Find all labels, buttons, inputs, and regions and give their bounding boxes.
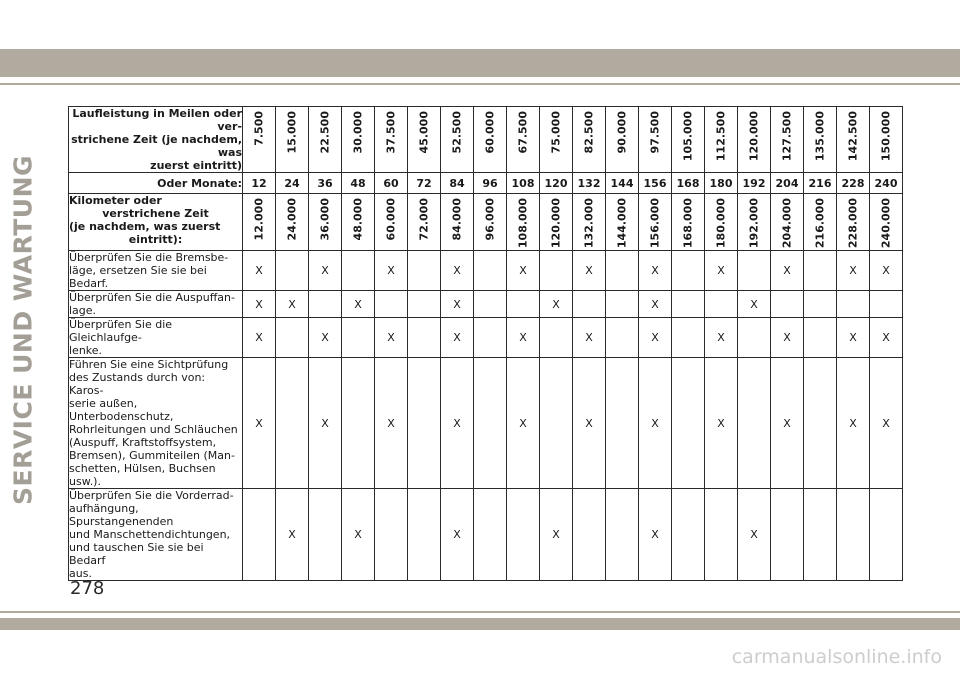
months-value: 180 — [705, 173, 738, 194]
months-value: 144 — [606, 173, 639, 194]
months-value: 156 — [639, 173, 672, 194]
km-value: 228.000 — [846, 198, 860, 249]
task-label: Überprüfen Sie die Gleichlaufge- lenke. — [69, 318, 243, 358]
service-mark — [342, 318, 375, 358]
service-mark — [507, 489, 540, 581]
service-mark: X — [639, 489, 672, 581]
km-value: 168.000 — [681, 198, 695, 249]
task-row — [69, 291, 903, 318]
months-value: 204 — [771, 173, 804, 194]
miles-interval — [342, 107, 375, 173]
months-value: 48 — [342, 173, 375, 194]
km-interval — [738, 194, 771, 251]
miles-value: 150.000 — [879, 111, 893, 162]
km-value: 36.000 — [318, 198, 332, 241]
service-mark — [474, 251, 507, 291]
service-mark: X — [738, 291, 771, 318]
service-mark — [804, 318, 837, 358]
service-mark — [738, 251, 771, 291]
miles-interval — [507, 107, 540, 173]
km-interval — [342, 194, 375, 251]
service-mark — [705, 291, 738, 318]
miles-value: 97.500 — [648, 111, 662, 154]
km-interval — [474, 194, 507, 251]
task-row — [69, 489, 903, 581]
miles-header: Laufleistung in Meilen oder ver- strichene Zeit (je nachdem, was zuerst eintritt) — [69, 107, 243, 173]
service-mark: X — [705, 358, 738, 489]
miles-value: 105.000 — [681, 111, 695, 162]
miles-interval — [375, 107, 408, 173]
km-interval — [243, 194, 276, 251]
service-mark: X — [375, 358, 408, 489]
service-mark — [738, 318, 771, 358]
service-mark: X — [441, 489, 474, 581]
section-title: SERVICE UND WARTUNG — [8, 154, 38, 506]
months-value: 168 — [672, 173, 705, 194]
service-mark — [243, 489, 276, 581]
service-mark: X — [243, 251, 276, 291]
miles-interval — [672, 107, 705, 173]
km-value: 144.000 — [615, 198, 629, 249]
service-mark — [870, 291, 903, 318]
service-mark — [573, 489, 606, 581]
miles-interval — [441, 107, 474, 173]
km-interval — [672, 194, 705, 251]
miles-interval — [474, 107, 507, 173]
service-mark: X — [441, 291, 474, 318]
service-mark — [804, 489, 837, 581]
service-mark — [672, 318, 705, 358]
service-mark: X — [573, 358, 606, 489]
km-header: Kilometer oder verstrichene Zeit (je nachdem, was zuerst eintritt): — [69, 194, 243, 251]
months-value: 192 — [738, 173, 771, 194]
km-value: 132.000 — [582, 198, 596, 249]
service-mark: X — [375, 251, 408, 291]
miles-row — [69, 107, 903, 173]
service-mark: X — [342, 291, 375, 318]
service-mark: X — [771, 251, 804, 291]
header-rule — [0, 83, 960, 85]
months-value: 96 — [474, 173, 507, 194]
maintenance-schedule-table — [68, 106, 903, 581]
service-mark — [408, 358, 441, 489]
km-value: 240.000 — [879, 198, 893, 249]
service-mark: X — [837, 318, 870, 358]
miles-value: 37.500 — [384, 111, 398, 154]
service-mark — [474, 489, 507, 581]
service-mark: X — [243, 291, 276, 318]
km-value: 96.000 — [483, 198, 497, 241]
header-band — [0, 49, 960, 77]
watermark: carmanualsonline.info — [731, 646, 942, 668]
months-value: 132 — [573, 173, 606, 194]
service-mark: X — [573, 318, 606, 358]
service-mark — [276, 318, 309, 358]
service-mark — [342, 358, 375, 489]
service-mark: X — [639, 318, 672, 358]
months-row — [69, 173, 903, 194]
service-mark — [408, 318, 441, 358]
miles-interval — [540, 107, 573, 173]
service-mark: X — [441, 251, 474, 291]
months-value: 72 — [408, 173, 441, 194]
service-mark — [606, 318, 639, 358]
service-mark — [705, 489, 738, 581]
service-mark — [309, 291, 342, 318]
service-mark: X — [837, 358, 870, 489]
miles-value: 82.500 — [582, 111, 596, 154]
service-mark: X — [507, 358, 540, 489]
service-mark — [771, 489, 804, 581]
km-interval — [606, 194, 639, 251]
service-mark — [540, 251, 573, 291]
miles-value: 127.500 — [780, 111, 794, 162]
miles-value: 60.000 — [483, 111, 497, 154]
km-interval — [573, 194, 606, 251]
service-mark — [309, 489, 342, 581]
service-mark: X — [276, 291, 309, 318]
service-mark — [606, 291, 639, 318]
task-label: Überprüfen Sie die Vorderrad- aufhängung, Spurstangenenden und Manschettendichtungen, und tauschen Sie sie bei Bedarf aus. — [69, 489, 243, 581]
miles-value: 7.500 — [252, 111, 266, 146]
service-mark — [408, 291, 441, 318]
service-mark: X — [639, 291, 672, 318]
months-value: 120 — [540, 173, 573, 194]
task-row — [69, 318, 903, 358]
km-interval — [441, 194, 474, 251]
months-value: 228 — [837, 173, 870, 194]
miles-value: 75.000 — [549, 111, 563, 154]
miles-interval — [705, 107, 738, 173]
miles-interval — [639, 107, 672, 173]
km-value: 60.000 — [384, 198, 398, 241]
miles-value: 52.500 — [450, 111, 464, 154]
km-interval — [771, 194, 804, 251]
km-value: 204.000 — [780, 198, 794, 249]
miles-interval — [804, 107, 837, 173]
service-mark: X — [771, 318, 804, 358]
service-mark — [573, 291, 606, 318]
service-mark: X — [309, 318, 342, 358]
task-label: Führen Sie eine Sichtprüfung des Zustands durch von: Karos- serie außen, Unterbodenschutz, Rohrleitungen und Schläuchen (Auspuff, Kraftstoffsystem, Bremsen), Gummiteilen (Man- schetten, Hülsen, Buchsen usw.). — [69, 358, 243, 489]
task-label: Überprüfen Sie die Auspuffan- lage. — [69, 291, 243, 318]
service-mark — [606, 489, 639, 581]
service-mark: X — [705, 251, 738, 291]
miles-value: 45.000 — [417, 111, 431, 154]
miles-value: 120.000 — [747, 111, 761, 162]
service-mark — [804, 358, 837, 489]
service-mark — [837, 291, 870, 318]
km-value: 156.000 — [648, 198, 662, 249]
service-mark — [540, 358, 573, 489]
service-mark: X — [243, 318, 276, 358]
miles-interval — [243, 107, 276, 173]
service-mark — [507, 291, 540, 318]
service-mark — [375, 291, 408, 318]
km-interval — [375, 194, 408, 251]
miles-value: 90.000 — [615, 111, 629, 154]
service-mark — [804, 251, 837, 291]
service-mark — [540, 318, 573, 358]
service-mark — [804, 291, 837, 318]
service-mark — [276, 358, 309, 489]
service-mark: X — [507, 251, 540, 291]
footer-rule — [0, 611, 960, 613]
km-interval — [276, 194, 309, 251]
service-mark — [672, 358, 705, 489]
service-mark — [606, 358, 639, 489]
service-mark: X — [342, 489, 375, 581]
service-mark — [672, 489, 705, 581]
service-mark — [474, 358, 507, 489]
service-mark — [606, 251, 639, 291]
miles-interval — [771, 107, 804, 173]
km-value: 12.000 — [252, 198, 266, 241]
miles-interval — [870, 107, 903, 173]
miles-value: 30.000 — [351, 111, 365, 154]
service-mark: X — [870, 318, 903, 358]
km-value: 72.000 — [417, 198, 431, 241]
footer-band — [0, 618, 960, 630]
service-mark — [837, 489, 870, 581]
service-mark: X — [639, 251, 672, 291]
months-value: 240 — [870, 173, 903, 194]
page-number: 278 — [70, 578, 105, 599]
km-interval — [639, 194, 672, 251]
miles-value: 135.000 — [813, 111, 827, 162]
miles-value: 142.500 — [846, 111, 860, 162]
task-row — [69, 251, 903, 291]
miles-interval — [738, 107, 771, 173]
service-mark — [474, 318, 507, 358]
miles-value: 67.500 — [516, 111, 530, 154]
months-value: 12 — [243, 173, 276, 194]
miles-interval — [276, 107, 309, 173]
service-mark: X — [309, 358, 342, 489]
months-value: 36 — [309, 173, 342, 194]
miles-value: 22.500 — [318, 111, 332, 154]
service-mark — [771, 291, 804, 318]
service-mark: X — [573, 251, 606, 291]
km-interval — [408, 194, 441, 251]
service-mark — [738, 358, 771, 489]
km-interval — [540, 194, 573, 251]
km-value: 216.000 — [813, 198, 827, 249]
task-row — [69, 358, 903, 489]
service-mark — [870, 489, 903, 581]
service-mark: X — [705, 318, 738, 358]
km-value: 84.000 — [450, 198, 464, 241]
miles-interval — [606, 107, 639, 173]
miles-value: 112.500 — [714, 111, 728, 162]
km-row — [69, 194, 903, 251]
service-mark: X — [309, 251, 342, 291]
km-value: 192.000 — [747, 198, 761, 249]
months-value: 24 — [276, 173, 309, 194]
months-value: 216 — [804, 173, 837, 194]
miles-interval — [309, 107, 342, 173]
miles-interval — [408, 107, 441, 173]
service-mark: X — [738, 489, 771, 581]
km-interval — [705, 194, 738, 251]
km-value: 108.000 — [516, 198, 530, 249]
service-mark: X — [507, 318, 540, 358]
months-header: Oder Monate: — [69, 173, 243, 194]
service-mark: X — [870, 251, 903, 291]
km-value: 120.000 — [549, 198, 563, 249]
service-mark — [375, 489, 408, 581]
service-mark: X — [837, 251, 870, 291]
service-mark — [408, 251, 441, 291]
km-value: 24.000 — [285, 198, 299, 241]
months-value: 60 — [375, 173, 408, 194]
miles-interval — [837, 107, 870, 173]
service-mark: X — [375, 318, 408, 358]
km-interval — [507, 194, 540, 251]
service-mark — [672, 251, 705, 291]
service-mark — [342, 251, 375, 291]
service-mark: X — [243, 358, 276, 489]
miles-interval — [573, 107, 606, 173]
km-value: 180.000 — [714, 198, 728, 249]
service-mark: X — [441, 358, 474, 489]
km-interval — [309, 194, 342, 251]
service-mark — [474, 291, 507, 318]
task-label: Überprüfen Sie die Bremsbe- läge, ersetzen Sie sie bei Bedarf. — [69, 251, 243, 291]
service-mark: X — [870, 358, 903, 489]
months-value: 108 — [507, 173, 540, 194]
km-interval — [870, 194, 903, 251]
service-mark: X — [441, 318, 474, 358]
km-value: 48.000 — [351, 198, 365, 241]
service-mark — [276, 251, 309, 291]
km-interval — [804, 194, 837, 251]
service-mark: X — [540, 489, 573, 581]
service-mark: X — [540, 291, 573, 318]
months-value: 84 — [441, 173, 474, 194]
miles-value: 15.000 — [285, 111, 299, 154]
service-mark — [672, 291, 705, 318]
service-mark: X — [276, 489, 309, 581]
km-interval — [837, 194, 870, 251]
service-mark — [408, 489, 441, 581]
service-mark: X — [639, 358, 672, 489]
service-mark: X — [771, 358, 804, 489]
